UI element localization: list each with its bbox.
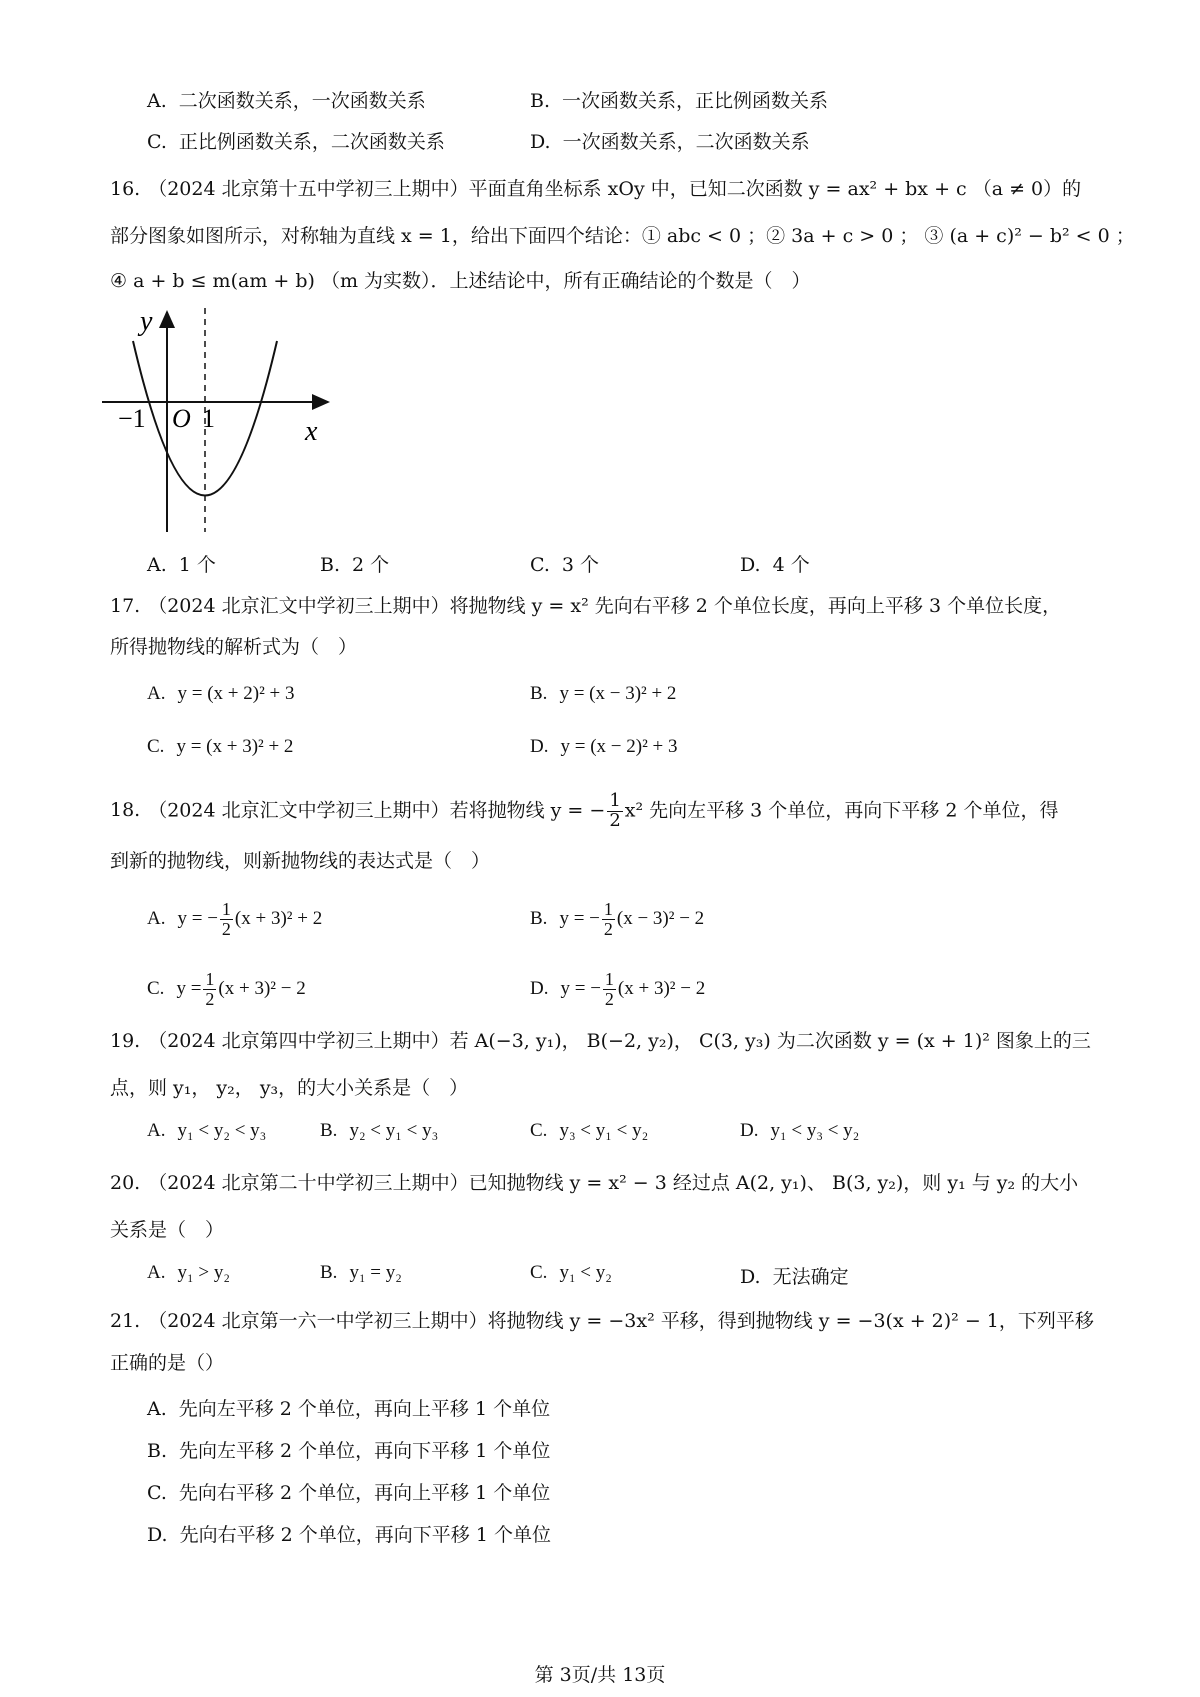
q18-option-b	[530, 900, 704, 939]
q18-option-a-fraction	[220, 900, 233, 939]
q21-number: 21.	[110, 1310, 141, 1332]
q20-option-c	[530, 1262, 612, 1284]
q17-option-a-label: A.	[147, 683, 166, 704]
q18-stem-text-1a: （2024 北京汇文中学初三上期中）若将抛物线 y = −	[148, 799, 606, 822]
q16-option-b-label: B.	[320, 554, 341, 576]
q15-option-b	[530, 86, 828, 113]
q19-option-a-label: A.	[147, 1120, 166, 1141]
q16-option-b	[320, 550, 389, 577]
q18-option-c	[147, 970, 306, 1009]
q21-option-d	[147, 1520, 551, 1547]
q15-option-c-text: 正比例函数关系，二次函数关系	[178, 131, 445, 153]
q19-option-c-label: C.	[530, 1120, 548, 1141]
q16-stem-line-3: ④ a + b ≤ m(am + b) （m 为实数）．上述结论中，所有正确结论的个数是（ ）	[110, 270, 811, 292]
q15-option-a-text: 二次函数关系，一次函数关系	[178, 90, 426, 112]
q21-option-a-label: A.	[147, 1398, 167, 1420]
q17-option-a-text: y = (x + 2)² + 3	[177, 683, 295, 704]
q19-option-b-text: y₂ < y₁ < y₃	[349, 1120, 439, 1141]
q18-option-d	[530, 970, 705, 1009]
q19-option-d-text: y₁ < y₃ < y₂	[770, 1120, 860, 1141]
q18-option-c-frac-d: 2	[205, 988, 215, 1009]
graph-y-label: y	[140, 306, 153, 337]
page-number-footer: 第 3页/共 13页	[534, 1664, 666, 1686]
q18-option-d-post: (x + 3)² − 2	[617, 977, 706, 999]
q16-option-a-label: A.	[147, 554, 167, 576]
q18-option-c-post: (x + 3)² − 2	[218, 977, 306, 999]
q18-option-b-frac-d: 2	[603, 918, 613, 939]
q19-stem-line-2: 点，则 y₁， y₂， y₃，的大小关系是（ ）	[110, 1077, 469, 1099]
q20-option-c-text: y₁ < y₂	[559, 1262, 612, 1283]
q18-stem-line-2: 到新的抛物线，则新抛物线的表达式是（ ）	[110, 850, 491, 872]
q21-option-d-label: D.	[147, 1524, 168, 1546]
q18-option-c-label: C.	[147, 977, 165, 999]
q20-option-b-label: B.	[320, 1262, 338, 1283]
q21-stem-line-1	[110, 1310, 1094, 1333]
q15-option-d	[530, 127, 810, 154]
q18-option-d-pre: y = −	[560, 977, 601, 999]
q18-number: 18.	[110, 799, 141, 822]
q20-number: 20.	[110, 1172, 141, 1194]
q21-option-b-label: B.	[147, 1440, 168, 1462]
q19-stem-line-1	[110, 1030, 1091, 1053]
q18-fraction-numerator: 1	[609, 790, 621, 811]
q18-fraction-denominator: 2	[609, 809, 621, 831]
q17-option-a	[147, 683, 294, 705]
q18-option-a-label: A.	[147, 907, 166, 929]
q15-option-c-label: C.	[147, 131, 167, 153]
q17-number: 17.	[110, 595, 141, 617]
graph-tick-neg-1: −1	[118, 404, 146, 433]
q20-option-b	[320, 1262, 402, 1284]
q21-option-c-text: 先向右平移 2 个单位，再向上平移 1 个单位	[178, 1482, 551, 1504]
q15-option-a-label: A.	[147, 90, 167, 112]
q20-option-b-text: y₁ = y₂	[349, 1262, 402, 1283]
q18-option-d-frac-n: 1	[604, 969, 614, 989]
q15-option-d-text: 一次函数关系，二次函数关系	[562, 131, 810, 153]
q19-option-b	[320, 1120, 438, 1142]
q15-option-a	[147, 86, 426, 113]
q18-option-a-frac-d: 2	[221, 918, 231, 939]
q15-option-c	[147, 127, 445, 154]
q16-option-d	[740, 550, 810, 577]
q21-option-b-text: 先向左平移 2 个单位，再向下平移 1 个单位	[179, 1440, 551, 1462]
q18-option-d-fraction	[603, 970, 616, 1009]
q20-stem-line-2: 关系是（ ）	[110, 1219, 225, 1241]
q15-option-b-label: B.	[530, 90, 551, 112]
q20-option-a-label: A.	[147, 1262, 166, 1283]
q18-option-a-pre: y = −	[177, 907, 218, 929]
q18-option-a	[147, 900, 322, 939]
q18-option-a-post: (x + 3)² + 2	[234, 907, 323, 929]
q16-stem-text-1: （2024 北京第十五中学初三上期中）平面直角坐标系 xOy 中，已知二次函数 y = ax² + bx + c （a ≠ 0）的	[148, 178, 1082, 200]
graph-tick-1: 1	[202, 404, 215, 433]
q18-option-b-label: B.	[530, 907, 548, 929]
q20-option-d	[740, 1262, 849, 1289]
q19-option-c	[530, 1120, 648, 1142]
q20-stem-line-1	[110, 1172, 1078, 1195]
q21-option-a-text: 先向左平移 2 个单位，再向上平移 1 个单位	[178, 1398, 551, 1420]
q18-option-d-frac-d: 2	[604, 988, 614, 1009]
q18-option-b-pre: y = −	[559, 907, 600, 929]
q18-option-c-fraction	[203, 970, 216, 1009]
q16-option-a-text: 1 个	[178, 554, 216, 576]
q17-option-b-label: B.	[530, 683, 548, 704]
q15-option-d-label: D.	[530, 131, 551, 153]
q21-option-d-text: 先向右平移 2 个单位，再向下平移 1 个单位	[179, 1524, 551, 1546]
q19-number: 19.	[110, 1030, 141, 1052]
q16-number: 16.	[110, 178, 141, 200]
q19-stem-text-1: （2024 北京第四中学初三上期中）若 A(−3, y₁)， B(−2, y₂)， C(3, y₃) 为二次函数 y = (x + 1)² 图象上的三	[148, 1030, 1091, 1052]
q16-option-c-text: 3 个	[561, 554, 600, 576]
q21-stem-line-2: 正确的是（）	[110, 1352, 225, 1374]
q18-option-c-frac-n: 1	[205, 969, 215, 989]
q18-option-b-post: (x − 3)² − 2	[616, 907, 705, 929]
q16-stem-line-2: 部分图象如图所示，对称轴为直线 x = 1，给出下面四个结论：① abc < 0 ；② 3a + c > 0 ； ③ (a + c)² − b² < 0 ；	[110, 225, 1135, 247]
q20-option-d-label: D.	[740, 1266, 761, 1288]
q17-option-c-label: C.	[147, 736, 165, 757]
q16-option-d-text: 4 个	[772, 554, 810, 576]
q20-option-c-label: C.	[530, 1262, 548, 1283]
q19-option-b-label: B.	[320, 1120, 338, 1141]
q16-option-b-text: 2 个	[352, 554, 390, 576]
q16-parabola-graph	[100, 300, 340, 540]
q16-option-a	[147, 550, 216, 577]
q20-stem-text-1: （2024 北京第二十中学初三上期中）已知抛物线 y = x² − 3 经过点 A(2, y₁)、 B(3, y₂)，则 y₁ 与 y₂ 的大小	[148, 1172, 1079, 1194]
q17-option-d-label: D.	[530, 736, 549, 757]
q18-fraction	[607, 792, 622, 831]
q17-option-c	[147, 736, 293, 758]
q16-stem-line-1	[110, 178, 1081, 201]
q17-option-c-text: y = (x + 3)² + 2	[176, 736, 294, 757]
q21-option-c	[147, 1478, 550, 1505]
q19-option-d-label: D.	[740, 1120, 759, 1141]
graph-origin-label: O	[172, 404, 191, 433]
q15-option-b-text: 一次函数关系，正比例函数关系	[562, 90, 829, 112]
q21-stem-text-1: （2024 北京第一六一中学初三上期中）将抛物线 y = −3x² 平移，得到抛物线 y = −3(x + 2)² − 1，下列平移	[148, 1310, 1094, 1332]
q18-stem-line-1	[110, 792, 1058, 831]
q20-option-a-text: y₁ > y₂	[177, 1262, 230, 1283]
q17-option-b	[530, 683, 676, 705]
q18-stem-text-1b: x² 先向左平移 3 个单位，再向下平移 2 个单位，得	[624, 799, 1059, 822]
q16-option-c	[530, 550, 599, 577]
q18-option-a-frac-n: 1	[221, 899, 231, 919]
q20-option-d-text: 无法确定	[772, 1266, 849, 1288]
q17-stem-text-1: （2024 北京汇文中学初三上期中）将抛物线 y = x² 先向右平移 2 个单位长度，再向上平移 3 个单位长度，	[148, 595, 1062, 617]
q18-option-d-label: D.	[530, 977, 549, 999]
q18-option-b-frac-n: 1	[603, 899, 613, 919]
q19-option-a	[147, 1120, 266, 1142]
q16-option-c-label: C.	[530, 554, 550, 576]
q16-option-d-label: D.	[740, 554, 761, 576]
q18-option-c-pre: y =	[176, 977, 202, 999]
q17-option-d-text: y = (x − 2)² + 3	[560, 736, 678, 757]
q19-option-d	[740, 1120, 859, 1142]
q17-option-b-text: y = (x − 3)² + 2	[559, 683, 677, 704]
q17-option-d	[530, 736, 677, 758]
q21-option-a	[147, 1394, 550, 1421]
graph-x-label: x	[305, 416, 318, 447]
q19-option-a-text: y₁ < y₂ < y₃	[177, 1120, 267, 1141]
q20-option-a	[147, 1262, 230, 1284]
q17-stem-line-2: 所得抛物线的解析式为（ ）	[110, 636, 358, 658]
q17-stem-line-1	[110, 595, 1061, 618]
q19-option-c-text: y₃ < y₁ < y₂	[559, 1120, 649, 1141]
q21-option-c-label: C.	[147, 1482, 167, 1504]
q18-option-b-fraction	[602, 900, 615, 939]
q21-option-b	[147, 1436, 550, 1463]
